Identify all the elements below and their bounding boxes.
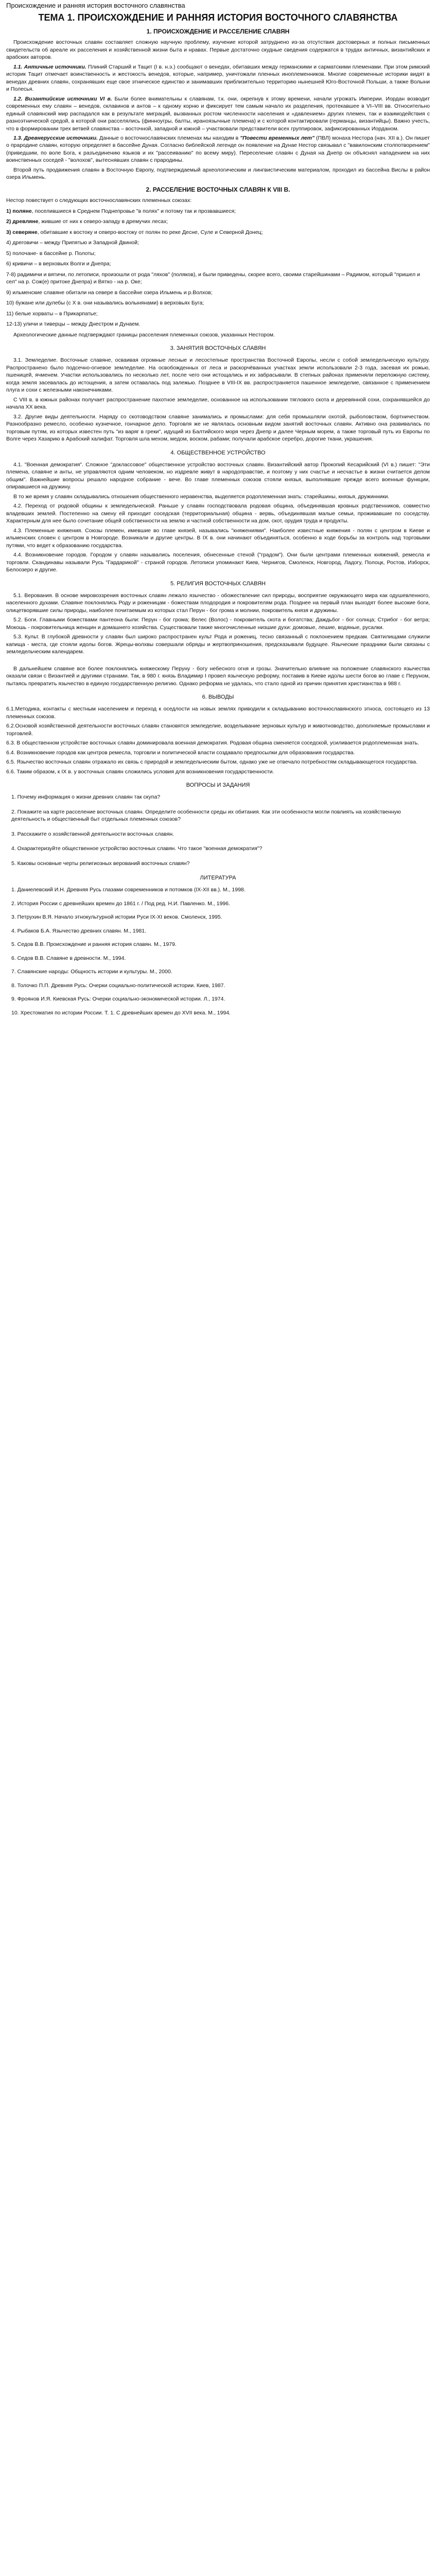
document-title: Происхождение и ранняя история восточного славянства bbox=[6, 2, 185, 9]
section-1-3-text-a: Данные о восточнославянских племенах мы находим в bbox=[97, 134, 240, 141]
conclusion-item: 6.4. Возникновение городов как центров ремесла, торговли и политической власти создавало предпосылки для образования государства. bbox=[6, 749, 355, 756]
tribe-item: 6) кривичи – в верховьях Волги и Днепра; bbox=[6, 261, 111, 267]
tribe-item: 11) белые хорваты – в Прикарпатье; bbox=[6, 310, 98, 317]
literature-title: ЛИТЕРАТУРА bbox=[200, 875, 236, 882]
conclusion-item: 6.2.Основой хозяйственной деятельности восточных славян становятся земледелие, возделывание зерновых культур и животноводство, дополняемые промыслами и торговлей. bbox=[6, 723, 430, 737]
section-3-3: 3.2. Другие виды деятельности. Наряду со скотоводством славяне занимались и промыслами: для себя промышляли охотой, рыболовством, бортничеством. Разнообразно ремесло, особенно кузнечное, гончарное дело. Торговля же не являлась основным видом занятий восточных славян. Активно она развивалась по торговым путям, из которых известен путь "из варяг в греки", идущий из Балтийского моря через Днепр и далее Черным морем, а также торговый путь из Европы по Волге через Хазарию в Арабский халифат. Торговля шла мехом, медом, воском, рабами; получали арабское серебро, дорогие ткани, украшения. bbox=[6, 413, 430, 443]
literature-item: 1. Даниелевский И.Н. Древняя Русь глазами современников и потомков (IX-XII вв.). М., 1998. bbox=[11, 887, 246, 893]
section-1-2-text: Были более внимательны к славянам, т.к. они, окрепнув к этому времени, начали угрожать Империи. Иордан возводит современных ему славян – венедов, склавинов и антов – к одному корню и фиксирует тем самым начало их разделения, протекавшее в VI–VIII вв. Относительно единый славянский мир распадался как в результате миграций, вызванных ростом численности населения и «давлением» других племен, так и взаимодействия с разноэтнической средой, в которой они расселялись (финноугры, балты, ираноязычные племена) и с которой контактировали (германцы, византийцы). Важно учесть, что в формировании трех ветвей славянства – восточной, западной и южной – участвовали представители всех группировок, зафиксированных Иорданом. bbox=[6, 95, 430, 132]
section-4-2: В то же время у славян складывались отношения общественного неравенства, выделяется родоплеменная знать: старейшины, князья, дружинники. bbox=[13, 493, 390, 500]
conclusion-item: 6.3. В общественном устройстве восточных славян доминировала военная демократия. Родовая община сменяется соседской, усиливается родоплеменная знать. bbox=[6, 740, 420, 747]
tribe-item bbox=[6, 208, 430, 215]
tribe-item: 9) ильменские славяне обитали на севере в бассейне озера Ильмень и р.Волхов; bbox=[6, 289, 213, 296]
question-item: 1. Почему информация о жизни древних славян так скупа? bbox=[11, 794, 161, 801]
literature-item: 10. Хрестоматия по истории России. Т. 1. С древнейших времен до XVII века. М., 1994. bbox=[11, 1009, 231, 1016]
question-item: 3. Расскажите о хозяйственной деятельности восточных славян. bbox=[11, 831, 175, 837]
tribe-text: , жившие от них к северо-западу в дремучих лесах; bbox=[38, 218, 168, 225]
section-6-title: 6. ВЫВОДЫ bbox=[202, 694, 234, 701]
section-1-2-lead: 1.2. Византийские источники VI в. bbox=[13, 95, 112, 102]
section-1-1-text: Плиний Старший и Тацит (I в. н.э.) сообщают о венедах, обитавших между германскими и сарматскими племенами. При этом римский историк Тацит отмечает воинственность и жестокость венедов, которые, например, уничтожали пленных иноплеменников. Многие современные историки видят в венедах древних славян, сохранявших еще свое этническое единство и занимавших приблизительно территорию нынешней Юго-Восточной Польши, а также Волыни и Полесья. bbox=[6, 63, 430, 93]
question-item: 4. Охарактеризуйте общественное устройство восточных славян. Что такое "военная демократия"? bbox=[11, 845, 263, 852]
literature-item: 3. Петрухин В.Я. Начало этнокультурной истории Руси IX-XI веков. Смоленск, 1995. bbox=[11, 914, 222, 921]
literature-item: 9. Фроянов И.Я. Киевская Русь: Очерки социально-экономической истории. Л., 1974. bbox=[11, 996, 225, 1003]
tribe-name: 1) поляне bbox=[6, 208, 32, 214]
tribe-item: 10) бужане или дулебы (с X в. они назывались волынянами) в верховьях Буга; bbox=[6, 300, 204, 307]
literature-item: 5. Седов В.В. Происхождение и ранняя история славян. М., 1979. bbox=[11, 941, 177, 948]
questions-title: ВОПРОСЫ И ЗАДАНИЯ bbox=[186, 782, 250, 789]
section-1-3 bbox=[6, 134, 430, 164]
section-1-1 bbox=[6, 63, 430, 93]
conclusion-item: 6.5. Язычество восточных славян отражало их связь с природой и земледельческим бытом, однако уже не отвечало потребностям складывающегося государства. bbox=[6, 759, 417, 766]
section-2-archaeology: Археологические данные подтверждают границы расселения племенных союзов, указанных Нестором. bbox=[13, 331, 275, 338]
section-2-title: 2. РАССЕЛЕНИЕ ВОСТОЧНЫХ СЛАВЯН К VIII В. bbox=[146, 185, 290, 193]
tribe-item: 4) дреговичи – между Припятью и Западной Двиной; bbox=[6, 240, 139, 246]
conclusion-item: 6.1.Методика, контакты с местным населением и переход к оседлости на новых землях приводили к складыванию восточнославянского этноса, состоящего из 13 племенных союзов. bbox=[6, 706, 430, 720]
tribe-item: 7-8) радимичи и вятичи, по летописи, произошли от рода "ляхов" (поляков), и были приведены, скорее всего, своими старейшинами – Радимом, который "пришел и сел" на р. Сож(е) притоке Днепра) и Вятко - на р. Оке; bbox=[6, 271, 420, 285]
section-3-2: С VIII в. в южных районах получает распространение пахотное земледелие, основанное на использовании тяглового скота и деревянной сохи, сохранявшейся до начала XX века. bbox=[6, 396, 430, 411]
section-5-4: В дальнейшем славяне все более поклонялись княжескому Перуну - богу небесного огня и грозы. Значительно влияние на положение славянского язычества оказали связи с Византией и другими странами. Так, в 980 г. князь Владимир I провел языческую реформу, поставив в Киеве идолы шести богов во главе с Перуном, пытаясь превратить язычество в единую государственную религию. Однако реформа не удалась, что стало одной из причин принятия христианства в 988 г. bbox=[6, 665, 430, 687]
section-2-intro: Нестор повествует о следующих восточнославянских племенных союзах: bbox=[6, 197, 192, 204]
literature-item: 8. Толочко П.П. Древняя Русь: Очерки социально-политической истории. Киев, 1987. bbox=[11, 982, 225, 989]
tribe-item: 12-13) уличи и тиверцы – между Днестром и Дунаем. bbox=[6, 321, 141, 328]
section-1-3-text-b: (ПВЛ) монаха Нестора (нач. XII в.). Он пишет о прародине славян, которую определяет в бассейне Дуная. Согласно библейской легенде он появление на Дунае Нестор связывал с "вавилонским столпотворением" (приведшим, по воле Бога, к разъединению языков и их "рассеиванию" по всему миру). Переселение славян с Дуная на Днепр он объяснял нападением на них воинственных соседей - "волохов", вытеснявших славян с прародины. bbox=[6, 134, 430, 164]
conclusion-item: 6.6. Таким образом, к IX в. у восточных славян сложились условия для возникновения государственности. bbox=[6, 768, 274, 775]
section-3-1: 3.1. Земледелие. Восточные славяне, осваивая огромные лесные и лесостепные пространства Восточной Европы, несли с собой земледельческую культуру. Распространено было подсечно-огневое земледелие. На освобожденных от леса и раскорчёванных участках земли использовали 2-3 года, засевая их рожью, пшеницей, ячменем. Участки использовались по несколько лет, после чего они истощались и их забрасывали. В степных районах применяли переложную систему, когда земля засевалась до истощения, а затем оставалась под залежью. Позднее в VIII-IX вв. распространяется пашенное земледелие, связанное с применением плуга и сохи с железными наконечниками. bbox=[6, 357, 430, 394]
section-4-5: 4.4. Возникновение городов. Городом у славян назывались поселения, обнесенные стеной ("градом"). Они были центрами племенных княжений, ремесла и торговли. Скандинавы называли Русь "Гардарикой" - страной городов. Летописи упоминают Киев, Чернигов, Смоленск, Новгород, Ладогу, Полоцк, Ростов, Изборск, Белоозеро и другие. bbox=[6, 552, 430, 573]
section-5-title: 5. РЕЛИГИЯ ВОСТОЧНЫХ СЛАВЯН bbox=[170, 580, 266, 587]
section-4-3: 4.2. Переход от родовой общины к земледельческой. Раньше у славян господствовала родовая община, объединявшая кровных родственников, совместно владевших землей. Постепенно на смену ей приходит соседская (территориальная) община - вервь, объединявшая малые семьи, проживавшие по соседству. Характерным для нее было сочетание общей собственности на землю и частной собственности на дом, скот, орудия труда и продукты. bbox=[6, 503, 430, 524]
topic-title: ТЕМА 1. ПРОИСХОЖДЕНИЕ И РАННЯЯ ИСТОРИЯ ВОСТОЧНОГО СЛАВЯНСТВА bbox=[38, 12, 398, 23]
question-item: 5. Каковы основные черты религиозных верований восточных славян? bbox=[11, 860, 190, 867]
literature-item: 2. История России с древнейших времен до 1861 г. / Под ред. Н.И. Павленко. М., 1996. bbox=[11, 900, 230, 907]
tribe-text: , обитавшие к востоку и северо-востоку от полян по реке Десне, Суле и Северной Донец; bbox=[37, 229, 263, 235]
tribe-item: 5) полочане- в бассейне р. Полоты; bbox=[6, 250, 96, 257]
question-item: 2. Покажите на карте расселение восточных славян. Определите особенности среды их обитания. Как эти особенности могли повлиять на хозяйственную деятельность и общественный быт отдельных племенных союзов? bbox=[11, 808, 401, 823]
section-1-3-book: "Повести временных лет" bbox=[240, 134, 315, 141]
section-1-4: Второй путь продвижения славян в Восточную Европу, подтверждаемый археологическим и лингвистическим материалом, проходил из бассейна Вислы в район озера Ильмень. bbox=[6, 166, 430, 181]
section-5-1: 5.1. Верования. В основе мировоззрения восточных славян лежало язычество - обожествление сил природы, восприятие окружающего мира как одушевленного, населенного духами. Славяне поклонялись Роду и роженицам - божествам плодородия и покровителям рода. Позднее на первый план выходят более высокие боги, олицетворявшие силы природы, наиболее почитаемым из которых стал Перун - бог грома и молнии, покровитель князя и дружины. bbox=[6, 592, 430, 614]
section-1-1-lead: 1.1. Античные источники. bbox=[13, 63, 86, 70]
section-1-2 bbox=[6, 95, 430, 132]
tribe-name: 2) древляне bbox=[6, 218, 39, 225]
tribe-item bbox=[6, 218, 430, 225]
tribe-name: 3) северяне bbox=[6, 229, 38, 235]
section-1-3-lead: 1.3. Древнерусские источники. bbox=[13, 134, 98, 141]
section-5-2: 5.2. Боги. Главными божествами пантеона были: Перун - бог грома; Велес (Волос) - покровитель скота и богатства; Даждьбог - бог солнца; Стрибог - бог ветра; Мокошь - покровительница женщин и домашнего хозяйства. Существовали также многочисленные низшие духи: домовые, лешие, водяные, русалки. bbox=[6, 617, 430, 631]
section-4-4: 4.3. Племенные княжения. Союзы племен, имевшие во главе князей, назывались "княжениями". Наиболее известные княжения - полян с центром в Киеве и ильменских словен с центром в Новгороде. Возникали и другие центры. В IX в. они начинают объединяться, особенно в ходе борьбы за контроль над торговыми путями, что ведет к образованию государства. bbox=[6, 527, 430, 549]
section-1-title: 1. ПРОИСХОЖДЕНИЕ И РАССЕЛЕНИЕ СЛАВЯН bbox=[146, 27, 290, 35]
section-1-intro: Происхождение восточных славян составляет сложную научную проблему, изучение которой затруднено из-за отсутствия достоверных и полных письменных свидетельств об ареале их расселения и хозяйственной жизни быта и нравах. Первые достаточно скудные сведения содержатся в трудах античных, византийских и арабских авторов. bbox=[6, 39, 430, 61]
section-4-1: 4.1. "Военная демократия". Сложное "доклассовое" общественное устройство восточных славян. Византийский автор Прокопий Кесарийский (VI в.) пишет: "Эти племена, славяне и анты, не управляются одним человеком, но издревле живут в народоправстве, и поэтому у них счастье и несчастье в жизни считается делом общим". Важнейшие вопросы решало народное собрание - вече. Во главе племенных союзов стояли князья, выполнявшие прежде всего военные функции, опиравшиеся на дружину. bbox=[6, 461, 430, 490]
tribe-text: , поселившиеся в Среднем Поднепровье "в полях" и потому так и прозвавшиеся; bbox=[31, 208, 236, 214]
section-3-title: 3. ЗАНЯТИЯ ВОСТОЧНЫХ СЛАВЯН bbox=[170, 345, 266, 352]
literature-item: 7. Славянские народы: Общность истории и культуры. М., 2000. bbox=[11, 969, 172, 975]
tribe-item bbox=[6, 229, 430, 236]
document bbox=[0, 0, 436, 1033]
section-5-3: 5.3. Культ. В глубокой древности у славян был широко распространен культ Рода и рожениц, тесно связанный с поклонением предкам. Святилищами служили капища - места, где стояли идолы богов. Жрецы-волхвы совершали обряды и жертвоприношения, предсказывали будущее. Языческие праздники были связаны с земледельческим календарем. bbox=[6, 634, 430, 655]
section-4-title: 4. ОБЩЕСТВЕННОЕ УСТРОЙСТВО bbox=[170, 449, 266, 456]
literature-item: 6. Седов В.В. Славяне в древности. М., 1994. bbox=[11, 955, 126, 961]
literature-item: 4. Рыбаков Б.А. Язычество древних славян. М., 1981. bbox=[11, 927, 147, 934]
